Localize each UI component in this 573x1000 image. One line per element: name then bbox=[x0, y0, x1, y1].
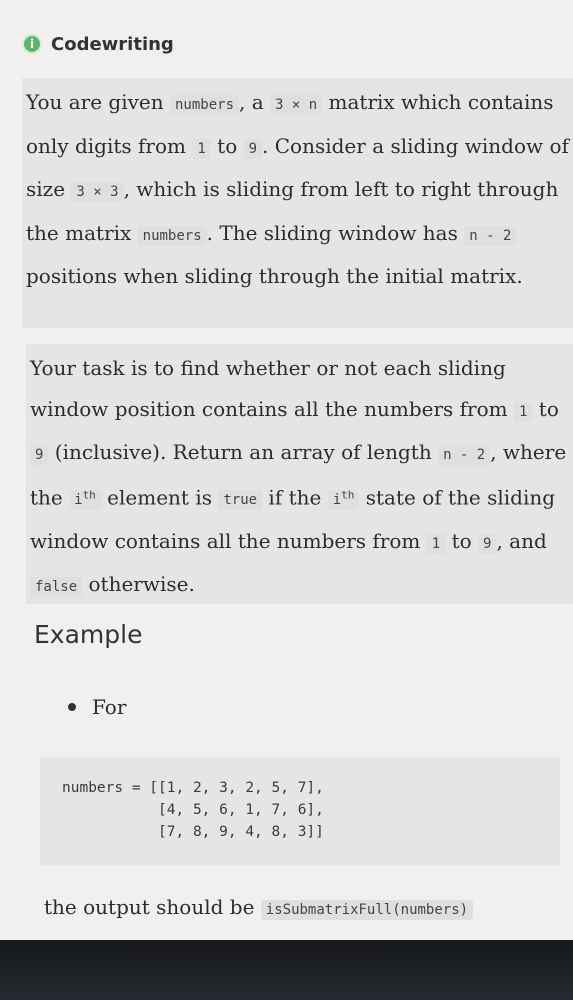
inline-code: 1 bbox=[192, 139, 210, 159]
code-text: i bbox=[74, 492, 83, 509]
description-block-1 bbox=[22, 78, 573, 328]
inline-code: true bbox=[218, 490, 262, 510]
text: otherwise. bbox=[88, 572, 195, 597]
text: state of the sliding window contains all the numbers from bbox=[30, 485, 556, 553]
example-code: numbers = [[1, 2, 3, 2, 5, 7], [4, 5, 6, 1, 7, 6], [7, 8, 9, 4, 8, 3]] bbox=[62, 780, 324, 840]
text: to bbox=[451, 528, 472, 553]
text: , which is sliding from left to right through the matrix bbox=[26, 177, 559, 245]
output-text: the output should be bbox=[44, 895, 255, 919]
inline-code: n - 2 bbox=[438, 445, 490, 465]
superscript: th bbox=[82, 488, 96, 502]
info-icon: i bbox=[22, 34, 42, 54]
text: (inclusive). Return an array of length bbox=[54, 440, 432, 464]
text: matrix which contains only digits from bbox=[26, 90, 554, 158]
text: , where the bbox=[30, 440, 567, 510]
inline-code: 3 × 3 bbox=[71, 182, 123, 202]
task-header bbox=[22, 30, 174, 58]
bullet-dot-icon bbox=[68, 703, 76, 711]
text: . Consider a sliding window of size bbox=[26, 133, 569, 201]
text: to bbox=[217, 133, 238, 158]
inline-code: false bbox=[30, 577, 82, 597]
inline-code bbox=[69, 490, 101, 510]
example-heading: Example bbox=[34, 620, 143, 649]
text: You are given bbox=[26, 90, 164, 114]
text: , a bbox=[239, 90, 264, 114]
inline-code: n - 2 bbox=[464, 226, 516, 246]
task-type-title: Codewriting bbox=[51, 33, 174, 55]
inline-code: 9 bbox=[30, 445, 48, 465]
text: . The sliding window has bbox=[206, 220, 458, 245]
description-paragraph-2 bbox=[30, 344, 573, 608]
text: Your task is to find whether or not each sliding window position contains all the numbers from bbox=[30, 356, 508, 421]
example-bullet bbox=[68, 695, 126, 719]
code-text: i bbox=[332, 492, 342, 509]
description-paragraph-1 bbox=[26, 78, 573, 297]
text: element is bbox=[107, 485, 212, 510]
inline-code bbox=[328, 490, 360, 510]
text: positions when sliding through the initial matrix. bbox=[26, 264, 523, 288]
inline-code: 1 bbox=[427, 534, 445, 554]
description-block-2 bbox=[26, 344, 573, 604]
screen-bezel bbox=[0, 940, 573, 1000]
output-line bbox=[44, 895, 473, 919]
inline-code: 9 bbox=[244, 139, 262, 159]
bullet-label: For bbox=[92, 695, 127, 719]
output-code: isSubmatrixFull(numbers) bbox=[261, 900, 473, 920]
inline-code: numbers bbox=[170, 95, 239, 115]
inline-code: 9 bbox=[478, 534, 496, 554]
text: to bbox=[538, 396, 559, 421]
inline-code: 1 bbox=[514, 402, 532, 422]
example-code-block bbox=[40, 757, 560, 865]
text: if the bbox=[268, 485, 322, 510]
inline-code: numbers bbox=[138, 226, 207, 246]
inline-code: 3 × n bbox=[270, 95, 322, 115]
text: , and bbox=[496, 528, 547, 553]
superscript: th bbox=[341, 488, 355, 502]
